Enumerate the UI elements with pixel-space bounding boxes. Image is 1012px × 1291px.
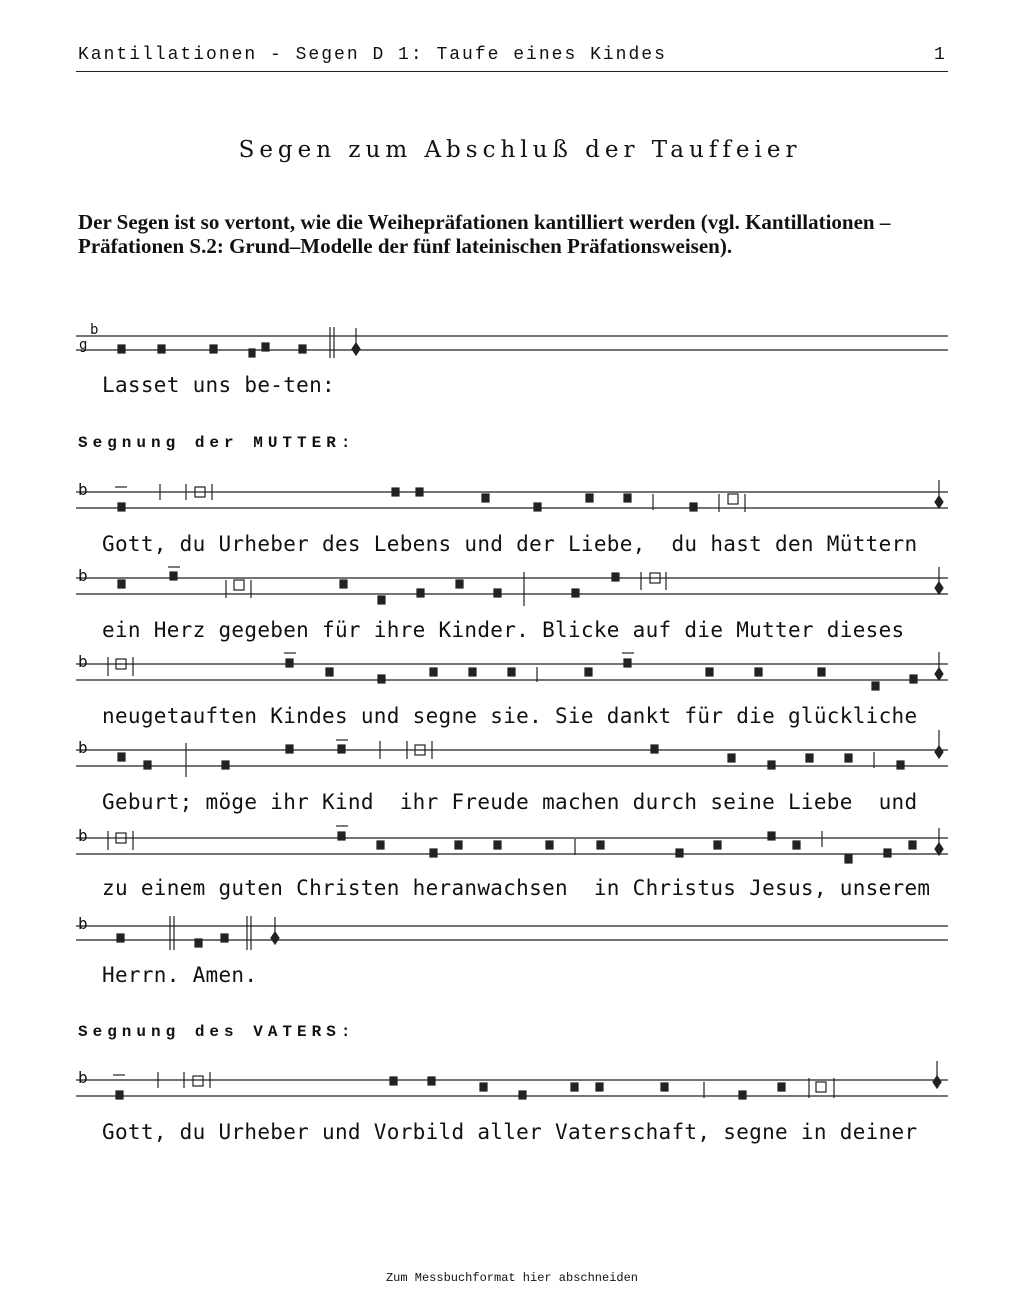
page-title: Segen zum Abschluß der Tauffeier — [238, 137, 802, 163]
clef-flat: b — [78, 914, 88, 933]
lyric-line: Gott, du Urheber und Vorbild aller Vaterschaft, segne in deiner — [102, 1120, 918, 1144]
lyric-line: Gott, du Urheber des Lebens und der Liebe, du hast den Müttern — [102, 532, 918, 556]
clef-g: g — [79, 337, 88, 353]
lyric-line: Geburt; möge ihr Kind ihr Freude machen durch seine Liebe und — [102, 790, 918, 814]
intro-paragraph: Der Segen ist so vertont, wie die Weihepräfationen kantilliert werden (vgl. Kantillationen – Präfationen S.2: Grund–Modelle der fünf lateinischen Präfationsweisen). — [78, 210, 891, 258]
section-heading-vater: Segnung des VATERS: — [78, 1023, 356, 1041]
lyric-line: Lasset uns be-ten: — [102, 373, 335, 397]
clef-flat: b — [78, 566, 88, 585]
clef-flat: b — [78, 1068, 88, 1087]
clef-flat: b — [78, 480, 88, 499]
clef-flat: b — [78, 826, 88, 845]
footer-note: Zum Messbuchformat hier abschneiden — [385, 1271, 639, 1285]
lyric-line: Herrn. Amen. — [102, 963, 258, 987]
lyric-line: neugetauften Kindes und segne sie. Sie dankt für die glückliche — [102, 704, 918, 728]
lyric-line: ein Herz gegeben für ihre Kinder. Blicke auf die Mutter dieses — [102, 618, 905, 642]
section-heading-mutter: Segnung der MUTTER: — [78, 434, 356, 452]
lyric-line: zu einem guten Christen heranwachsen in Christus Jesus, unserem — [102, 876, 931, 900]
clef-flat: b — [78, 738, 88, 757]
page-number: 1 — [934, 45, 945, 65]
clef-flat: b — [78, 652, 88, 671]
clef-flat: b — [90, 322, 99, 338]
header-title: Kantillationen - Segen D 1: Taufe eines Kindes — [78, 45, 667, 65]
